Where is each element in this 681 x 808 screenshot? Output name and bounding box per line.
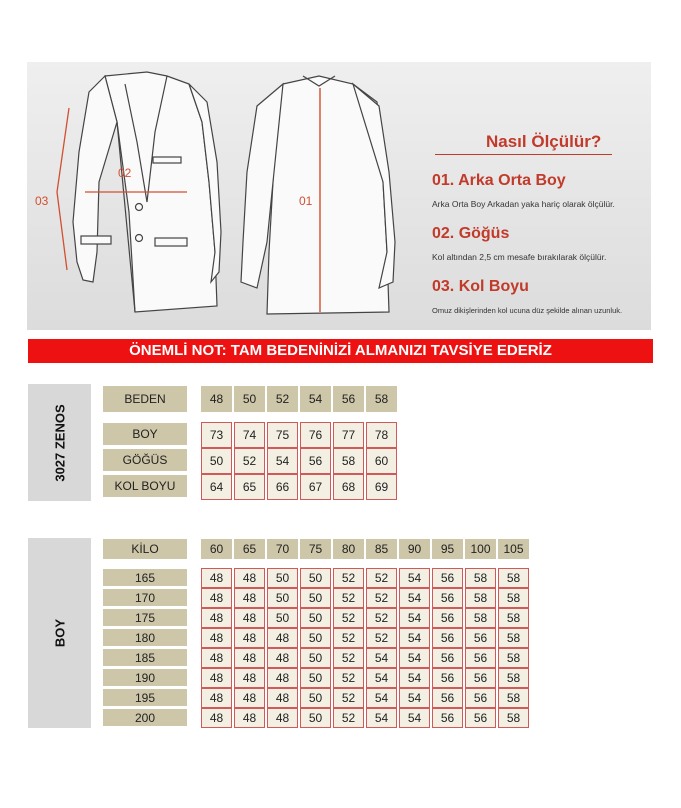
fit-size-cell: 48: [267, 688, 298, 708]
fit-size-cell: 54: [399, 668, 430, 688]
fit-size-cell: 54: [366, 688, 397, 708]
fit-size-cell: 50: [300, 708, 331, 728]
fit-size-cell: 56: [432, 708, 463, 728]
size-header-cell: 58: [366, 386, 397, 412]
sleeve-measure-line: [57, 108, 69, 270]
size-row-label: BOY: [103, 423, 187, 445]
size-value-cell: 52: [234, 448, 265, 474]
size-value-cell: 64: [201, 474, 232, 500]
size-value-cell: 77: [333, 422, 364, 448]
fit-size-cell: 50: [300, 608, 331, 628]
fit-size-cell: 48: [234, 568, 265, 588]
fit-size-cell: 54: [399, 708, 430, 728]
fit-size-cell: 54: [399, 688, 430, 708]
fit-size-cell: 56: [432, 588, 463, 608]
fit-size-cell: 52: [333, 668, 364, 688]
fit-size-cell: 56: [465, 668, 496, 688]
back-length-marker: 01: [299, 194, 313, 208]
weight-header-cell: 100: [465, 539, 496, 559]
fit-size-cell: 52: [333, 568, 364, 588]
height-row-label: 180: [103, 629, 187, 646]
fit-size-cell: 56: [465, 688, 496, 708]
fit-size-cell: 58: [498, 608, 529, 628]
fit-size-cell: 54: [366, 648, 397, 668]
size-value-cell: 66: [267, 474, 298, 500]
fit-size-cell: 56: [432, 648, 463, 668]
step-2-title: 02. Göğüs: [432, 225, 510, 242]
size-header-cell: 50: [234, 386, 265, 412]
fit-size-cell: 50: [267, 608, 298, 628]
fit-size-cell: 48: [201, 668, 232, 688]
fit-size-cell: 58: [498, 668, 529, 688]
fit-size-cell: 58: [465, 568, 496, 588]
fit-size-cell: 56: [432, 668, 463, 688]
fit-size-cell: 52: [333, 588, 364, 608]
measurement-guide-banner: [27, 62, 651, 330]
size-value-cell: 65: [234, 474, 265, 500]
fit-size-cell: 50: [267, 588, 298, 608]
fit-size-cell: 58: [465, 608, 496, 628]
size-header-cell: 56: [333, 386, 364, 412]
fit-size-cell: 56: [465, 648, 496, 668]
size-header-cell: 52: [267, 386, 298, 412]
fit-size-cell: 50: [267, 568, 298, 588]
size-header-cell: 48: [201, 386, 232, 412]
size-value-cell: 76: [300, 422, 331, 448]
measure-guide-title: Nasıl Ölçülür?: [486, 132, 602, 151]
fit-size-cell: 48: [267, 708, 298, 728]
fit-size-cell: 48: [234, 668, 265, 688]
weight-header-cell: 75: [300, 539, 331, 559]
fit-size-cell: 52: [366, 568, 397, 588]
height-row-label: 165: [103, 569, 187, 586]
fit-size-cell: 52: [333, 608, 364, 628]
fit-size-cell: 50: [300, 648, 331, 668]
fit-size-cell: 54: [366, 668, 397, 688]
fit-size-cell: 56: [432, 688, 463, 708]
weight-header-label: KİLO: [103, 539, 187, 559]
size-value-cell: 67: [300, 474, 331, 500]
fit-size-cell: 54: [399, 648, 430, 668]
fit-size-cell: 58: [498, 688, 529, 708]
fit-size-cell: 48: [201, 568, 232, 588]
fit-size-cell: 58: [465, 588, 496, 608]
fit-size-cell: 52: [366, 628, 397, 648]
weight-header-cell: 105: [498, 539, 529, 559]
weight-header-cell: 80: [333, 539, 364, 559]
fit-size-cell: 54: [399, 628, 430, 648]
fit-size-cell: 48: [201, 588, 232, 608]
fit-size-cell: 58: [498, 708, 529, 728]
fit-size-cell: 54: [399, 588, 430, 608]
weight-header-cell: 85: [366, 539, 397, 559]
step-3-desc: Omuz dikişlerinden kol ucuna düz şekilde alınan uzunluk.: [432, 306, 623, 315]
height-row-label: 175: [103, 609, 187, 626]
fit-size-cell: 54: [399, 608, 430, 628]
size-value-cell: 73: [201, 422, 232, 448]
fit-size-cell: 58: [498, 628, 529, 648]
fit-size-cell: 52: [333, 648, 364, 668]
model-name: 3027 ZENOS: [52, 403, 67, 482]
fit-size-cell: 48: [201, 708, 232, 728]
weight-header-cell: 95: [432, 539, 463, 559]
size-value-cell: 54: [267, 448, 298, 474]
fit-size-cell: 48: [234, 588, 265, 608]
important-notice: ÖNEMLİ NOT: TAM BEDENİNİZİ ALMANIZI TAVSİYE EDERİZ: [28, 339, 653, 363]
fit-size-cell: 54: [366, 708, 397, 728]
size-value-cell: 68: [333, 474, 364, 500]
fit-size-cell: 48: [234, 608, 265, 628]
step-1-title: 01. Arka Orta Boy: [432, 172, 566, 189]
fit-table-side-label: [28, 538, 91, 728]
fit-size-cell: 48: [201, 688, 232, 708]
fit-size-cell: 52: [333, 708, 364, 728]
fit-size-cell: 54: [399, 568, 430, 588]
fit-size-cell: 50: [300, 628, 331, 648]
fit-size-cell: 48: [201, 628, 232, 648]
fit-size-cell: 48: [201, 608, 232, 628]
size-table-side-label: [28, 384, 91, 501]
step-2-desc: Kol altından 2,5 cm mesafe bırakılarak ölçülür.: [432, 252, 607, 262]
weight-header-cell: 60: [201, 539, 232, 559]
front-sleeve-marker: 03: [35, 194, 49, 208]
fit-size-cell: 52: [333, 688, 364, 708]
size-row-label: KOL BOYU: [103, 475, 187, 497]
height-row-label: 190: [103, 669, 187, 686]
fit-size-cell: 56: [432, 568, 463, 588]
size-row-label: GÖĞÜS: [103, 449, 187, 471]
fit-size-cell: 56: [465, 708, 496, 728]
size-value-cell: 58: [333, 448, 364, 474]
fit-size-cell: 56: [432, 608, 463, 628]
fit-size-cell: 52: [333, 628, 364, 648]
step-1-desc: Arka Orta Boy Arkadan yaka hariç olarak ölçülür.: [432, 199, 615, 209]
fit-size-cell: 50: [300, 568, 331, 588]
height-row-label: 200: [103, 709, 187, 726]
fit-size-cell: 48: [234, 648, 265, 668]
size-header-label: BEDEN: [103, 386, 187, 412]
fit-size-cell: 58: [498, 568, 529, 588]
size-header-cell: 54: [300, 386, 331, 412]
fit-size-cell: 48: [267, 668, 298, 688]
weight-header-cell: 70: [267, 539, 298, 559]
back-jacket-drawing: [241, 76, 395, 314]
fit-size-cell: 58: [498, 648, 529, 668]
fit-size-cell: 50: [300, 688, 331, 708]
size-value-cell: 56: [300, 448, 331, 474]
fit-size-cell: 50: [300, 588, 331, 608]
fit-size-cell: 48: [234, 688, 265, 708]
step-3-title: 03. Kol Boyu: [432, 278, 529, 295]
title-underline: [435, 154, 612, 155]
front-chest-marker: 02: [118, 166, 132, 180]
fit-size-cell: 58: [498, 588, 529, 608]
fit-size-cell: 48: [267, 628, 298, 648]
height-row-label: 195: [103, 689, 187, 706]
size-value-cell: 74: [234, 422, 265, 448]
weight-header-cell: 65: [234, 539, 265, 559]
fit-size-cell: 48: [201, 648, 232, 668]
fit-size-cell: 52: [366, 588, 397, 608]
size-value-cell: 60: [366, 448, 397, 474]
height-axis-label: BOY: [52, 618, 67, 648]
size-value-cell: 75: [267, 422, 298, 448]
fit-size-cell: 48: [267, 648, 298, 668]
fit-size-cell: 56: [432, 628, 463, 648]
fit-size-cell: 48: [234, 628, 265, 648]
size-value-cell: 78: [366, 422, 397, 448]
fit-size-cell: 48: [234, 708, 265, 728]
fit-size-cell: 52: [366, 608, 397, 628]
fit-size-cell: 56: [465, 628, 496, 648]
jacket-illustration: [27, 62, 651, 330]
weight-header-cell: 90: [399, 539, 430, 559]
size-value-cell: 50: [201, 448, 232, 474]
height-row-label: 185: [103, 649, 187, 666]
fit-size-cell: 50: [300, 668, 331, 688]
height-row-label: 170: [103, 589, 187, 606]
size-value-cell: 69: [366, 474, 397, 500]
